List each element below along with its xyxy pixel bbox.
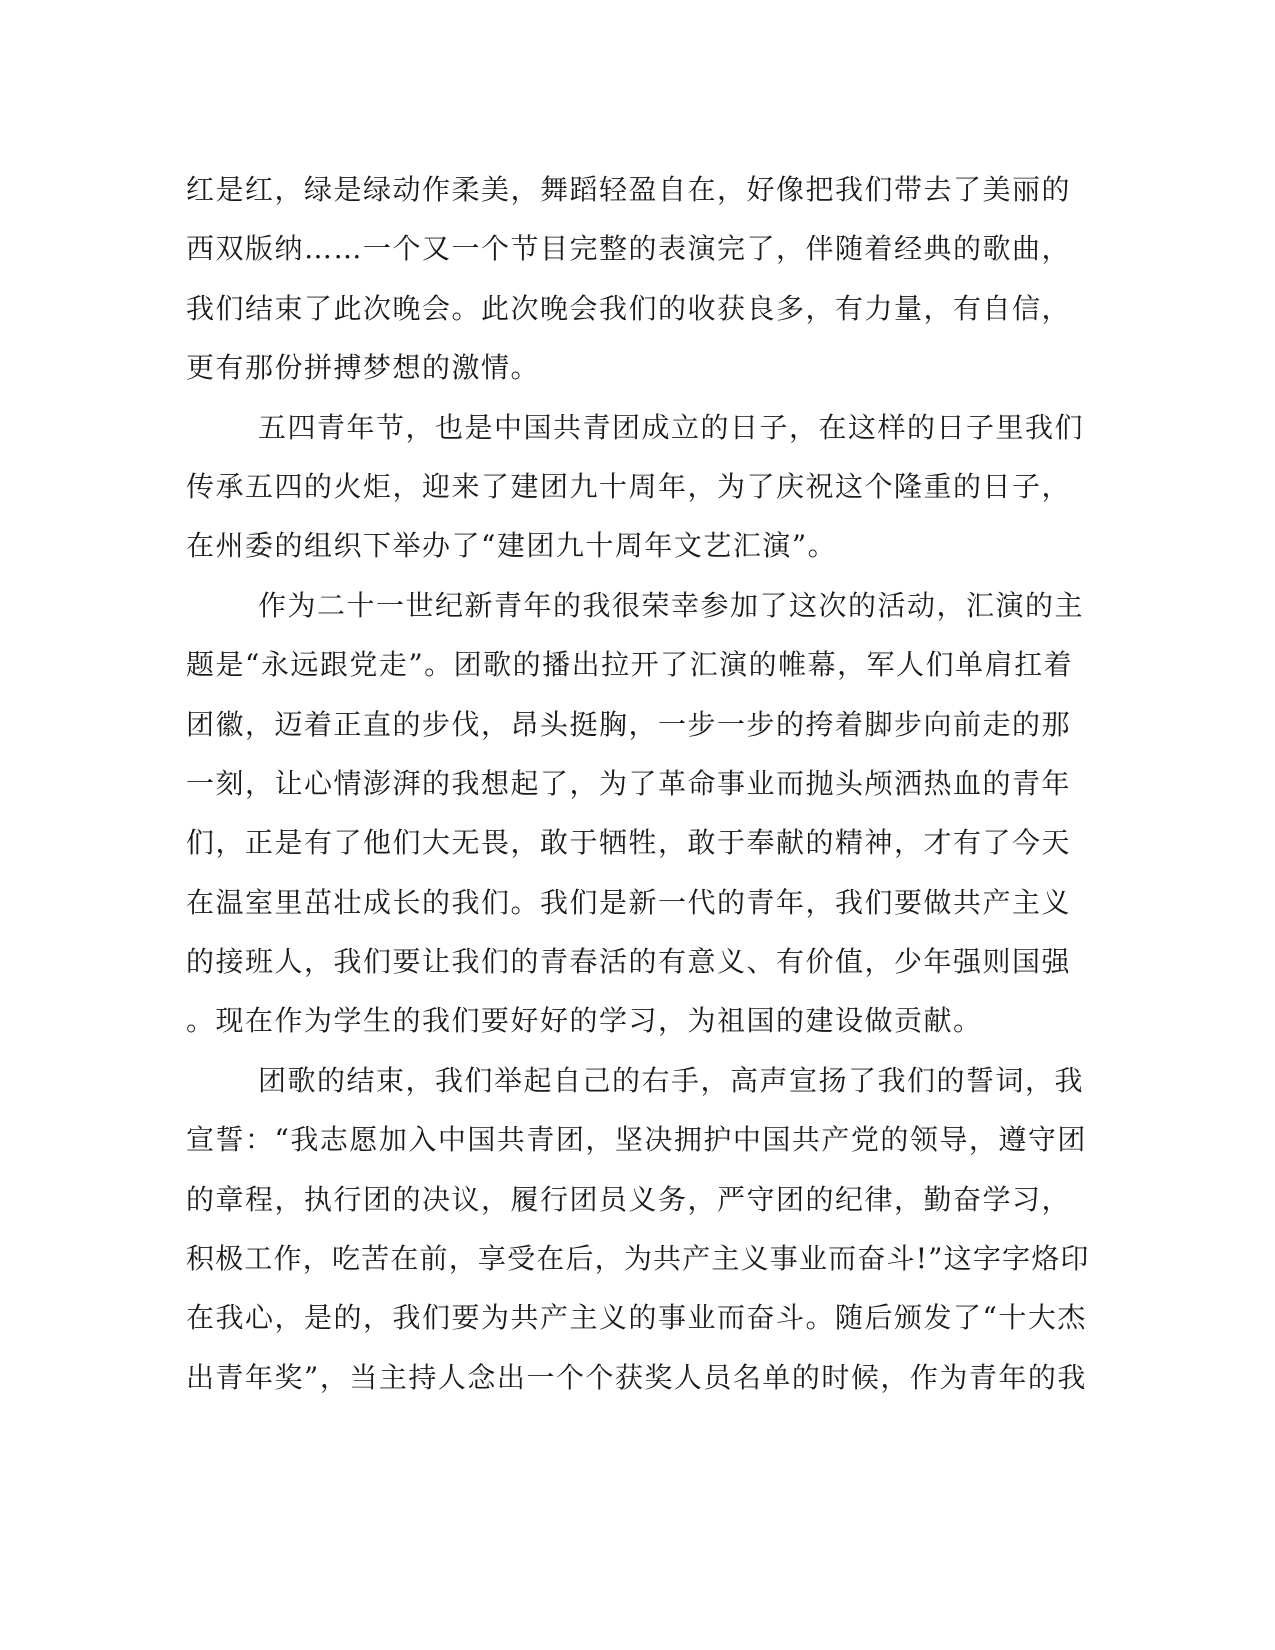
text-line: 宣誓：“我志愿加入中国共青团，坚决拥护中国共产党的领导，遵守团 [186,1123,1087,1157]
paragraph-first-line: 团歌的结束，我们举起自己的右手，高声宣扬了我们的誓词，我 [258,1063,1085,1097]
text-line: 在我心，是的，我们要为共产主义的事业而奋斗。随后颁发了“十大杰 [186,1301,1087,1335]
text-line: 积极工作，吃苦在前，享受在后，为共产主义事业而奋斗!”这字字烙印 [186,1242,1090,1276]
text-line: 一刻，让心情澎湃的我想起了，为了革命事业而抛头颅洒热血的青年 [186,766,1072,800]
document-body [186,160,1090,1407]
text-line: 题是“永远跟党走”。团歌的播出拉开了汇演的帷幕，军人们单肩扛着 [186,648,1074,682]
text-line: 在州委的组织下举办了“建团九十周年文艺汇演”。 [186,529,838,563]
text-line: 红是红，绿是绿动作柔美，舞蹈轻盈自在，好像把我们带去了美丽的 [186,173,1072,206]
text-line: 传承五四的火炬，迎来了建团九十周年，为了庆祝这个隆重的日子， [186,469,1072,503]
text-line: 团徽，迈着正直的步伐，昂头挺胸，一步一步的挎着脚步向前走的那 [186,707,1072,741]
paragraph-first-line: 作为二十一世纪新青年的我很荣幸参加了这次的活动，汇演的主 [258,588,1085,622]
paragraph-first-line: 五四青年节，也是中国共青团成立的日子，在这样的日子里我们 [258,410,1085,444]
text-line: 在温室里茁壮成长的我们。我们是新一代的青年，我们要做共产主义 [186,885,1072,919]
text-line: 我们结束了此次晚会。此次晚会我们的收获良多，有力量，有自信， [186,291,1072,325]
text-line: 更有那份拼搏梦想的激情。 [186,351,541,385]
text-line: 的章程，执行团的决议，履行团员义务，严守团的纪律，勤奋学习， [186,1182,1072,1216]
text-line: 的接班人，我们要让我们的青春活的有意义、有价值，少年强则国强 [186,945,1072,979]
text-line: 西双版纳……一个又一个节目完整的表演完了，伴随着经典的歌曲， [186,232,1072,266]
text-line: 出青年奖”，当主持人念出一个个获奖人员名单的时候，作为青年的我 [186,1360,1087,1394]
text-line: 。现在作为学生的我们要好好的学习，为祖国的建设做贡献。 [186,1004,983,1038]
text-line: 们，正是有了他们大无畏，敢于牺牲，敢于奉献的精神，才有了今天 [186,826,1072,860]
